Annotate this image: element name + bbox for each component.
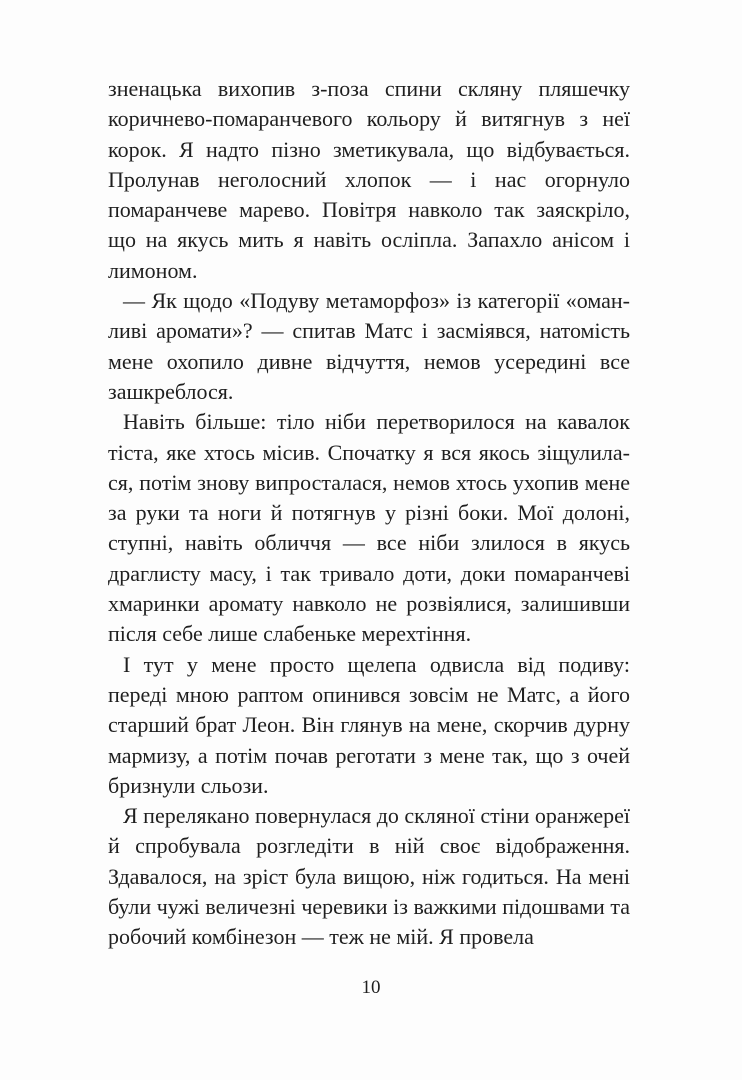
page-text	[108, 74, 630, 953]
paragraph: І тут у мене просто щелепа одвисла від подиву: переді мною раптом опинився зовсім не Матс, а його старший брат Леон. Він глянув на мене, скорчив дурну мармизу, а потім почав реготати з мене так, що з очей бризнули сльози.	[108, 651, 630, 798]
paragraph: зненацька вихопив з-поза спини скляну пляшечку коричнево-помаранчевого кольору й витягнув з неї корок. Я надто пізно зметикувала, що відбувається. Пролунав неголосний хлопок — і нас огорнуло помаранчеве марево. Повітря навколо так заяскріло, що на якусь мить я навіть осліпла. Запахло анісом і лимоном.	[108, 76, 630, 283]
page-number: 10	[361, 977, 381, 998]
paragraph: — Як щодо «Подуву метаморфоз» із категорії «оманливі аромати»? — спитав Матс і засміявся, натомість мене охопило дивне відчуття, немов усередині все зашкреблося.	[108, 288, 630, 404]
paragraph: Я перелякано повернулася до скляної стіни оранжереї й спробувала розгледіти в ній своє відображення. Здавалося, на зріст була вищою, ніж годиться. На мені були чужі величезні черевики із важкими підошвами та робочий комбінезон — теж не мій. Я провела	[108, 803, 630, 950]
paragraph: Навіть більше: тіло ніби перетворилося на кавалок тіста, яке хтось місив. Спочатку я вся якось зіщулилася, потім знову випросталася, немов хтось ухопив мене за руки та ноги й потягнув у різні боки. Мої долоні, ступні, навіть обличчя — все ніби злилося в якусь драглисту масу, і так тривало доти, доки помаранчеві хмаринки аромату навколо не розвіялися, залишивши після себе лише слабеньке мерехтіння.	[108, 409, 630, 647]
